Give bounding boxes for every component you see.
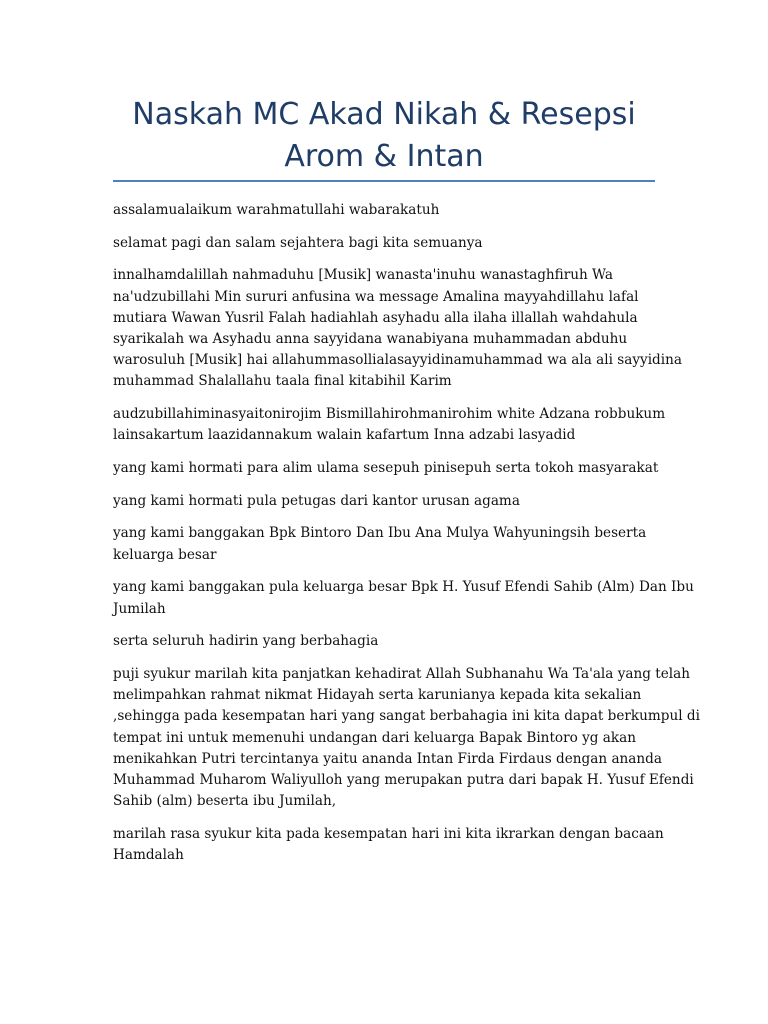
paragraph-line: yang kami hormati para alim ulama sesepuh pinisepuh serta tokoh masyarakat <box>113 460 659 477</box>
title-underline-rule <box>113 180 655 182</box>
paragraph-line: serta seluruh hadirin yang berbahagia <box>113 633 379 650</box>
paragraph-line: lainsakartum laazidannakum walain kafartum Inna adzabi lasyadid <box>113 427 576 444</box>
paragraph-line: yang kami banggakan pula keluarga besar Bpk H. Yusuf Efendi Sahib (Alm) Dan Ibu <box>113 579 694 596</box>
paragraph-line: yang kami banggakan Bpk Bintoro Dan Ibu Ana Mulya Wahyuningsih beserta <box>113 525 647 542</box>
paragraph-line: marilah rasa syukur kita pada kesempatan hari ini kita ikrarkan dengan bacaan <box>113 825 664 842</box>
paragraph-line: Hamdalah <box>113 847 184 864</box>
paragraph-line: warosuluh [Musik] hai allahummasollialasayyidinamuhammad wa ala ali sayyidina <box>113 352 682 369</box>
title-line-1: Naskah MC Akad Nikah & Resepsi <box>132 97 636 132</box>
paragraph-line: audzubillahiminasyaitonirojim Bismillahirohmanirohim white Adzana robbukum <box>113 406 666 423</box>
paragraph-line: melimpahkan rahmat nikmat Hidayah serta karunianya kepada kita sekalian <box>113 687 642 704</box>
body-paragraph <box>113 631 658 652</box>
paragraph-line: ,sehingga pada kesempatan hari yang sangat berbahagia ini kita dapat berkumpul di <box>113 708 700 725</box>
paragraph-line: puji syukur marilah kita panjatkan kehadirat Allah Subhanahu Wa Ta'ala yang telah <box>113 665 690 682</box>
paragraph-line: tempat ini untuk memenuhi undangan dari keluarga Bapak Bintoro yg akan <box>113 729 636 746</box>
paragraph-line: muhammad Shalallahu taala final kitabihil Karim <box>113 373 452 390</box>
body-paragraph <box>113 200 658 221</box>
body-paragraph <box>113 577 694 619</box>
paragraph-line: na'udzubillahi Min sururi anfusina wa message Amalina mayyahdillahu lafal <box>113 288 639 305</box>
paragraph-line: syarikalah wa Asyhadu anna sayyidana wanabiyana muhammadan abduhu <box>113 331 628 348</box>
body-paragraph <box>113 491 658 512</box>
paragraph-line: Jumilah <box>113 600 166 617</box>
body-paragraph <box>113 265 682 392</box>
body-paragraph <box>113 523 658 565</box>
document-title <box>113 94 655 178</box>
body-paragraph <box>113 458 658 479</box>
body-paragraph <box>113 233 658 254</box>
body-paragraph <box>113 824 664 866</box>
body-paragraph <box>113 404 666 446</box>
paragraph-line: yang kami hormati pula petugas dari kantor urusan agama <box>113 492 520 509</box>
paragraph-line: assalamualaikum warahmatullahi wabarakatuh <box>113 202 440 218</box>
paragraph-line: innalhamdalillah nahmaduhu [Musik] wanasta'inuhu wanastaghfiruh Wa <box>113 267 613 284</box>
document-body <box>113 200 700 878</box>
title-line-2: Arom & Intan <box>284 139 484 174</box>
paragraph-line: menikahkan Putri tercintanya yaitu ananda Intan Firda Firdaus dengan ananda <box>113 750 662 767</box>
paragraph-line: Sahib (alm) beserta ibu Jumilah, <box>113 793 337 810</box>
paragraph-line: selamat pagi dan salam sejahtera bagi kita semuanya <box>113 234 483 251</box>
paragraph-line: Muhammad Muharom Waliyulloh yang merupakan putra dari bapak H. Yusuf Efendi <box>113 771 694 788</box>
paragraph-line: mutiara Wawan Yusril Falah hadiahlah asyhadu alla ilaha illallah wahdahula <box>113 309 638 326</box>
paragraph-line: keluarga besar <box>113 546 217 563</box>
body-paragraph <box>113 664 700 812</box>
